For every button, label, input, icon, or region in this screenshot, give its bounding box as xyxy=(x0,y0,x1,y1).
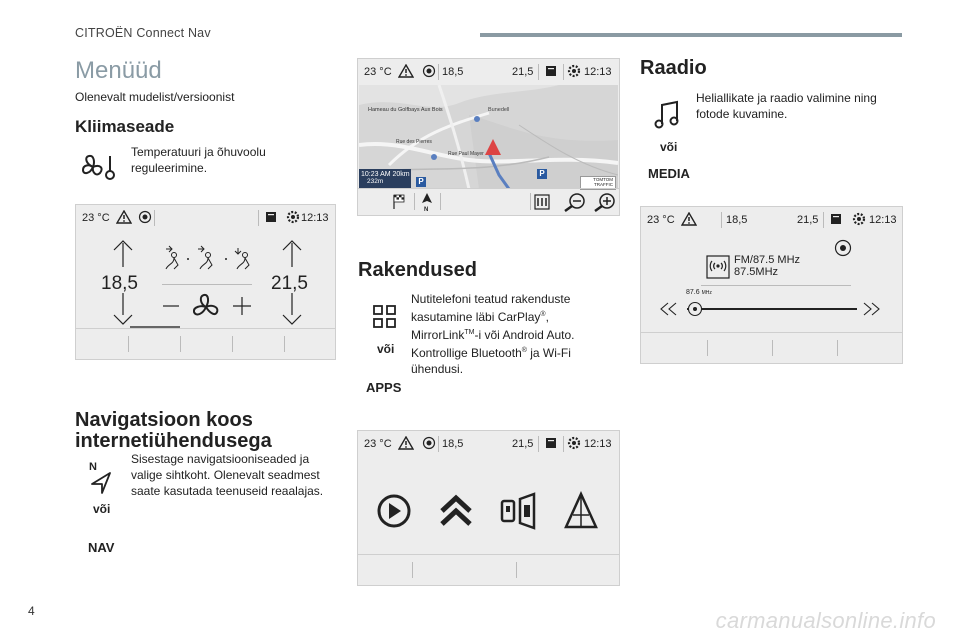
radio-heading: Raadio xyxy=(640,57,707,79)
map-town-label: Bunedell xyxy=(488,107,510,113)
station-frequency: 87.5MHz xyxy=(734,266,779,278)
right-zone-temp: 21,5 xyxy=(512,66,534,78)
apps-status-bar xyxy=(358,431,619,457)
left-temp-value: 18,5 xyxy=(101,273,138,294)
frequency-slider-thumb[interactable] xyxy=(687,301,703,317)
radio-screen xyxy=(640,206,903,364)
left-zone-temp: 18,5 xyxy=(442,438,464,450)
location-icon xyxy=(422,64,436,78)
phone-icon xyxy=(544,436,558,450)
radio-status-bar xyxy=(641,207,902,233)
left-zone-temp: 18,5 xyxy=(442,66,464,78)
warning-icon xyxy=(398,64,414,78)
mirrorlink-icon[interactable] xyxy=(498,491,538,531)
radio-label: MEDIA xyxy=(648,166,690,181)
settings-icon xyxy=(567,64,581,78)
clock-time: 12:13 xyxy=(584,66,612,78)
radio-source-icon[interactable] xyxy=(834,239,852,257)
distance-text: 232m xyxy=(367,178,384,185)
map-street-label: Rue Paul Mayer xyxy=(448,151,484,157)
apps-text-c: -i või Android Auto. Kontrollige Bluetooth xyxy=(411,328,575,360)
destination-flag-icon[interactable] xyxy=(392,194,406,210)
eta-panel xyxy=(359,169,411,188)
radio-or: või xyxy=(660,140,678,154)
registered-mark: ® xyxy=(521,347,527,354)
apps-heading: Rakendused xyxy=(358,259,477,281)
nav-label: NAV xyxy=(88,540,115,555)
fan-icon xyxy=(191,292,221,322)
apps-text-d: ja Wi-Fi ühendusi. xyxy=(411,346,571,376)
radio-description: Heliallikate ja raadio valimine ning fotode kuvamine. xyxy=(696,91,877,121)
climate-description: Temperatuuri ja õhuvoolu reguleerimine. xyxy=(131,145,266,175)
map-street-label: Rue des Pierres xyxy=(396,139,432,145)
right-zone-temp: 21,5 xyxy=(512,438,534,450)
map-street-label: Hameau du Golfbays Aux Bois xyxy=(368,107,443,113)
left-zone-temp: 18,5 xyxy=(726,214,748,226)
frequency-slider-track[interactable] xyxy=(687,308,857,310)
apps-screen xyxy=(357,430,620,586)
right-temp-value: 21,5 xyxy=(271,273,308,294)
nav-description: Sisestage navigatsiooniseaded ja valige sihtkoht. Olenevalt seadmest saate kasutada teenuseid reaalajas. xyxy=(131,452,324,498)
location-icon xyxy=(138,210,152,224)
nav-screen xyxy=(357,58,620,216)
clock-time: 12:13 xyxy=(584,438,612,450)
phone-icon xyxy=(829,212,843,226)
page-subtitle: Olenevalt mudelist/versioonist xyxy=(75,90,235,104)
apps-text-b: , MirrorLink xyxy=(411,310,549,342)
scale-label xyxy=(686,289,712,296)
header-bar xyxy=(480,33,902,37)
airflow-mode-icons[interactable] xyxy=(162,245,256,273)
phone-icon xyxy=(264,210,278,224)
warning-icon xyxy=(116,210,132,224)
map-settings-icon[interactable] xyxy=(532,192,552,212)
svg-text:N: N xyxy=(424,207,429,212)
apps-label: APPS xyxy=(366,380,402,395)
climate-status-bar xyxy=(76,205,335,231)
clock-time: 12:13 xyxy=(301,212,329,224)
settings-icon xyxy=(286,210,300,224)
phone-icon xyxy=(544,64,558,78)
location-icon xyxy=(422,436,436,450)
station-logo-icon xyxy=(706,255,730,279)
apps-bottom-bar xyxy=(358,554,619,585)
eta-text: 10:23 AM 20km xyxy=(361,171,410,178)
apps-text-a: Nutitelefoni teatud rakenduste kasutamine läbi CarPlay xyxy=(411,292,571,324)
climate-heading: Kliimaseade xyxy=(75,117,175,136)
nav-toolbar xyxy=(358,188,619,215)
left-temp-up-button[interactable] xyxy=(112,239,134,269)
outside-temp: 23 °C xyxy=(364,438,392,450)
radio-bottom-bar xyxy=(641,332,902,363)
outside-temp: 23 °C xyxy=(364,66,392,78)
settings-icon xyxy=(567,436,581,450)
navigation-icon xyxy=(86,460,114,496)
android-auto-icon[interactable] xyxy=(438,493,474,529)
parking-icon: P xyxy=(537,169,547,179)
connectivity-icon[interactable] xyxy=(563,491,599,531)
left-temp-down-button[interactable] xyxy=(112,291,134,327)
warning-icon xyxy=(398,436,414,450)
apps-grid-icon xyxy=(372,304,398,330)
nav-heading-line2: internetiühendusega xyxy=(75,430,272,452)
seek-forward-button[interactable] xyxy=(859,302,881,316)
traffic-bottom: TRAFFIC xyxy=(594,182,613,187)
zoom-out-icon[interactable] xyxy=(562,192,586,212)
outside-temp: 23 °C xyxy=(647,214,675,226)
apps-description xyxy=(411,291,606,377)
nav-heading-line1: Navigatsioon koos xyxy=(75,409,253,431)
nav-or: või xyxy=(93,502,111,516)
right-zone-temp: 21,5 xyxy=(797,214,819,226)
climate-bottom-bar xyxy=(76,328,335,359)
settings-icon xyxy=(852,212,866,226)
traffic-top: TOMTOM xyxy=(593,177,613,182)
carplay-icon[interactable] xyxy=(376,493,412,529)
svg-text:N: N xyxy=(89,461,97,473)
climate-screen xyxy=(75,204,336,360)
right-temp-up-button[interactable] xyxy=(281,239,303,269)
right-temp-down-button[interactable] xyxy=(281,291,303,327)
page-number: 4 xyxy=(28,604,35,618)
music-note-icon xyxy=(653,100,681,130)
zoom-in-icon[interactable] xyxy=(592,192,616,212)
climate-icon xyxy=(80,152,120,182)
scale-value: 87.6 xyxy=(686,289,700,296)
fan-speed-minus-button[interactable] xyxy=(162,297,180,315)
nav-heading xyxy=(75,410,272,452)
clock-time: 12:13 xyxy=(869,214,897,226)
fan-speed-plus-button[interactable] xyxy=(232,296,252,316)
scale-unit: MHz xyxy=(701,290,712,296)
station-name: FM/87.5 MHz xyxy=(734,254,801,266)
trademark-mark: TM xyxy=(464,329,475,336)
running-header: CITROËN Connect Nav xyxy=(75,26,211,40)
watermark: carmanualsonline.info xyxy=(715,608,936,633)
parking-icon: P xyxy=(416,177,426,187)
page-title: Menüüd xyxy=(75,57,162,84)
outside-temp: 23 °C xyxy=(82,212,110,224)
north-compass-icon[interactable] xyxy=(420,192,434,212)
seek-back-button[interactable] xyxy=(659,302,681,316)
nav-status-bar xyxy=(358,59,619,85)
registered-mark: ® xyxy=(540,311,546,318)
warning-icon xyxy=(681,212,697,226)
apps-or: või xyxy=(377,342,395,356)
